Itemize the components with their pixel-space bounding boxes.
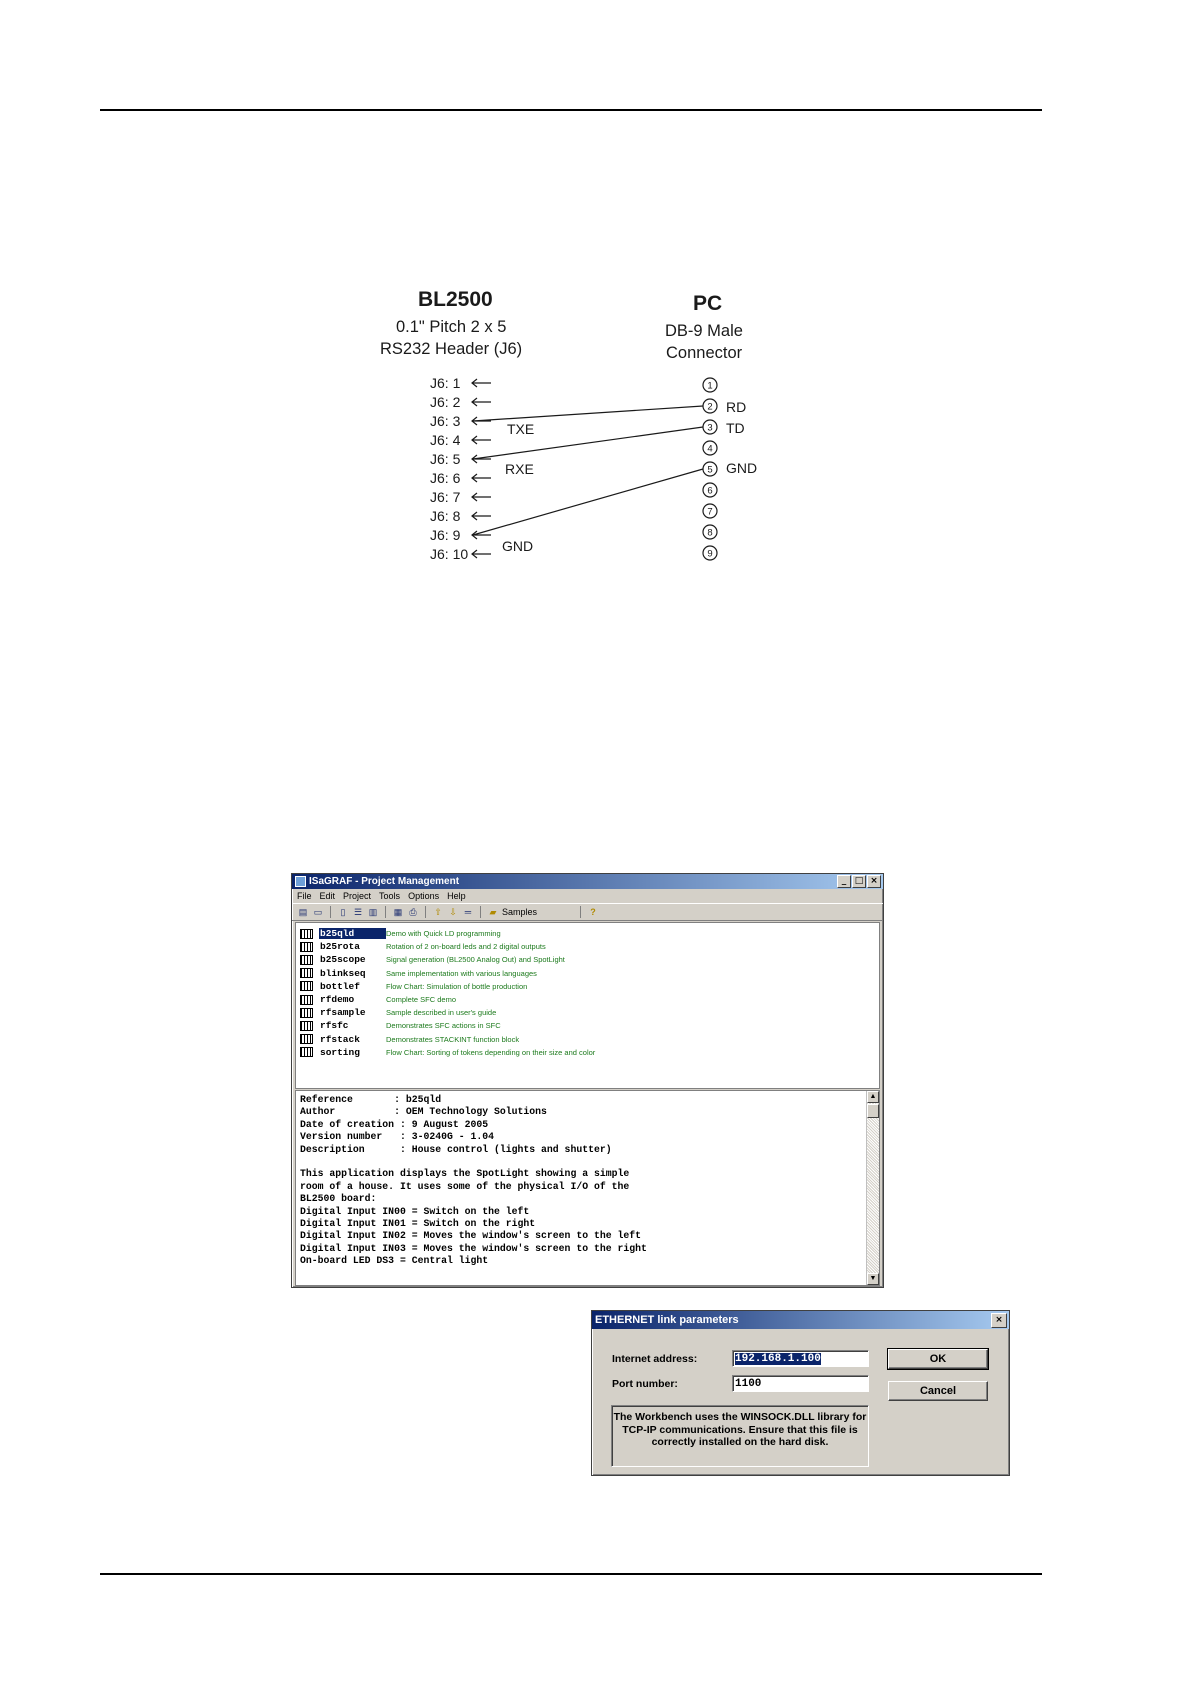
project-row[interactable] — [300, 993, 456, 1006]
delete-icon[interactable]: ▥ — [368, 906, 378, 917]
ethernet-dialog — [591, 1310, 1010, 1476]
pc-label-rd: RD — [726, 399, 747, 415]
project-icon — [300, 955, 313, 965]
bl2500-title: BL2500 — [418, 288, 493, 311]
project-icon — [300, 1008, 313, 1018]
j6-pin-label: J6: 1 — [430, 375, 461, 391]
project-row[interactable] — [300, 980, 527, 993]
toolbar — [292, 903, 883, 921]
scroll-up-button[interactable]: ▲ — [867, 1091, 879, 1103]
project-description: Demonstrates SFC actions in SFC — [386, 1021, 501, 1031]
project-name[interactable]: sorting — [320, 1046, 360, 1058]
project-description: Demonstrates STACKINT function block — [386, 1034, 520, 1044]
db9-pin-number: 2 — [707, 401, 713, 413]
menu-file[interactable]: File — [297, 891, 312, 901]
j6-pin-label: J6: 4 — [430, 432, 461, 448]
project-icon — [300, 1034, 313, 1044]
project-icon — [300, 929, 313, 939]
wire-txe — [473, 406, 703, 421]
j6-pin-label: J6: 9 — [430, 527, 461, 543]
project-name[interactable]: bottlef — [320, 980, 360, 992]
j6-pin-label: J6: 2 — [430, 394, 461, 410]
project-icon — [300, 995, 313, 1005]
project-description: Sample described in user's guide — [386, 1008, 497, 1018]
project-description: Demo with Quick LD programming — [386, 929, 501, 938]
project-icon — [300, 981, 313, 991]
project-description: Same implementation with various languages — [386, 968, 537, 978]
j6-pin-label: J6: 6 — [430, 470, 461, 486]
internet-address-label: Internet address: — [612, 1353, 698, 1365]
project-info-text: Reference : b25qld Author : OEM Technology Solutions Date of creation : 9 August 2005 Version number : 3-0240G - 1.04 Description : House control (lights and shutter) This application displays the SpotLight showing a simple room of a house. It uses some of the physical I/O of the BL2500 board: Digital Input IN00 = Switch on the left Digital Input IN01 = Switch on the right Digital Input IN02 = Moves the window's screen to the left Digital Input IN03 = Moves the window's screen to the right On-board LED DS3 = Central light — [300, 1094, 647, 1267]
j6-pin-label: J6: 3 — [430, 413, 461, 429]
app-icon — [295, 876, 306, 887]
db9-pin-number: 5 — [707, 464, 713, 476]
pc-subtitle-2: Connector — [666, 344, 743, 362]
dialog-close-button[interactable]: × — [991, 1313, 1007, 1328]
close-button[interactable]: × — [867, 875, 881, 888]
document-icon[interactable]: ▯ — [340, 906, 346, 917]
project-row[interactable] — [300, 967, 537, 980]
project-name[interactable]: b25qld — [319, 928, 386, 939]
project-row[interactable] — [300, 1019, 501, 1032]
j6-pin-label: J6: 8 — [430, 508, 461, 524]
arrow-down-icon[interactable]: ⇩ — [449, 906, 457, 917]
project-name[interactable]: rfsfc — [320, 1020, 349, 1032]
list-icon[interactable]: ☰ — [353, 906, 363, 917]
ethernet-dialog-titlebar — [592, 1311, 1009, 1329]
wire-label-rxe: RXE — [505, 461, 534, 477]
help-icon[interactable]: ? — [590, 906, 596, 917]
project-row[interactable] — [300, 953, 565, 966]
j6-pin-label: J6: 10 — [430, 546, 469, 562]
toolbar-separator — [330, 906, 331, 918]
project-description: Flow Chart: Sorting of tokens depending on their size and color — [386, 1047, 596, 1057]
toolbar-separator — [425, 906, 426, 918]
project-icon — [300, 968, 313, 978]
project-description: Signal generation (BL2500 Analog Out) and SpotLight — [386, 955, 565, 965]
menu-help[interactable]: Help — [447, 891, 466, 901]
menu-bar — [292, 889, 883, 903]
internet-address-field[interactable] — [732, 1350, 869, 1367]
pc-subtitle-1: DB-9 Male — [665, 322, 743, 340]
internet-address-value[interactable]: 192.168.1.100 — [735, 1353, 821, 1365]
footer-rule — [100, 1573, 1042, 1575]
new-project-icon[interactable]: ▤ — [298, 906, 308, 917]
db9-pin-number: 1 — [707, 380, 713, 392]
ethernet-dialog-title: ETHERNET link parameters — [595, 1314, 739, 1326]
db9-pin-number: 9 — [707, 548, 713, 560]
port-number-label: Port number: — [612, 1378, 678, 1390]
maximize-button[interactable]: □ — [852, 875, 866, 888]
minimize-button[interactable]: _ — [837, 875, 851, 888]
toolbar-separator — [580, 906, 581, 918]
project-name[interactable]: b25scope — [320, 954, 366, 966]
compile-icon[interactable]: ▦ — [393, 906, 403, 917]
project-list — [295, 922, 880, 1089]
menu-options[interactable]: Options — [408, 891, 440, 901]
project-row[interactable] — [300, 940, 546, 953]
db9-pin-number: 8 — [707, 527, 713, 539]
bl2500-subtitle-2: RS232 Header (J6) — [380, 340, 523, 358]
menu-tools[interactable]: Tools — [379, 891, 401, 901]
ok-button[interactable]: OK — [888, 1349, 988, 1369]
j6-pin-label: J6: 5 — [430, 451, 461, 467]
project-name[interactable]: rfdemo — [320, 994, 355, 1005]
project-row[interactable] — [300, 1006, 496, 1019]
project-icon — [300, 1047, 313, 1057]
toolbar-separator — [385, 906, 386, 918]
project-description: Complete SFC demo — [386, 995, 457, 1004]
project-window-title: ISaGRAF - Project Management — [309, 876, 460, 887]
port-number-field[interactable]: 1100 — [732, 1375, 869, 1392]
project-name[interactable]: rfsample — [320, 1007, 366, 1019]
wire-label-gnd: GND — [502, 538, 534, 554]
project-name[interactable]: rfstack — [320, 1033, 360, 1045]
toolbar-separator — [480, 906, 481, 918]
scroll-down-button[interactable]: ▼ — [867, 1273, 879, 1285]
db9-pin-number: 7 — [707, 506, 713, 518]
project-window-titlebar — [292, 874, 883, 889]
arrow-up-icon[interactable]: ⇧ — [434, 906, 442, 917]
dash-icon[interactable]: ═ — [464, 906, 472, 917]
project-icon — [300, 942, 313, 952]
project-row[interactable] — [300, 927, 501, 940]
db9-pin-number: 4 — [707, 443, 713, 455]
info-scrollbar[interactable] — [866, 1091, 879, 1285]
project-description: Rotation of 2 on-board leds and 2 digital outputs — [386, 942, 546, 952]
db9-pin-number: 3 — [707, 422, 713, 434]
pc-title: PC — [693, 292, 723, 315]
wire-label-txe: TXE — [507, 421, 535, 437]
project-name[interactable]: b25rota — [320, 941, 360, 953]
wire-gnd — [473, 469, 703, 535]
project-management-window — [291, 873, 884, 1288]
scroll-thumb[interactable] — [867, 1104, 879, 1118]
properties-icon[interactable]: ▭ — [313, 906, 323, 917]
project-name[interactable]: blinkseq — [320, 967, 366, 979]
pc-label-gnd: GND — [726, 460, 758, 476]
bl2500-subtitle-1: 0.1" Pitch 2 x 5 — [396, 318, 507, 336]
winsock-note: The Workbench uses the WINSOCK.DLL library for TCP-IP communications. Ensure that this file is correctly installed on the hard disk. — [611, 1405, 869, 1467]
project-info-pane — [295, 1090, 880, 1286]
pc-label-td: TD — [726, 420, 745, 436]
db9-pin-number: 6 — [707, 485, 713, 497]
project-row[interactable] — [300, 1033, 519, 1046]
menu-project[interactable]: Project — [343, 891, 372, 901]
folder-icon[interactable]: ▰ — [489, 906, 497, 917]
project-icon — [300, 1021, 313, 1031]
print-icon[interactable]: ⎙ — [409, 906, 417, 917]
menu-edit[interactable]: Edit — [319, 891, 336, 901]
cancel-button[interactable]: Cancel — [888, 1381, 988, 1401]
project-description: Flow Chart: Simulation of bottle production — [386, 981, 528, 991]
j6-pin-label: J6: 7 — [430, 489, 461, 505]
rs232-wiring-diagram — [360, 280, 780, 570]
project-row[interactable] — [300, 1046, 595, 1059]
header-rule — [100, 109, 1042, 111]
samples-button-label[interactable]: Samples — [502, 907, 538, 917]
